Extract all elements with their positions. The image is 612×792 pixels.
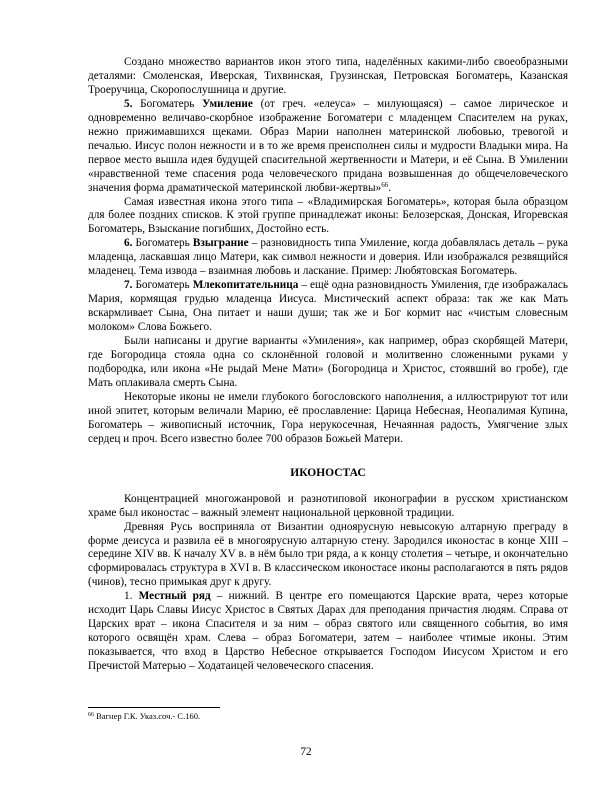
footnote-divider [88, 707, 220, 708]
paragraph-other-variants: Были написаны и другие варианты «Умиления», как например, образ скорбящей Матери, где Богородица стояла одна со склонённой головой и молитвенно сложенными руками у подбородка, или икона «Не рыдай Мене Мати» (Богородица и Христос, стоявший во гробе), где Мать оплакивала смерть Сына. [88, 335, 568, 389]
term-mlekopitatelnitsa: Млекопитательница [192, 279, 299, 292]
footnote [88, 711, 200, 722]
paragraph-variants: Создано множество вариантов икон этого типа, наделённых какими-либо своеобразными деталями: Смоленская, Иверская, Тихвинская, Грузинская, Петровская Богоматерь, Казанская Троеручица, Скоропослушница и другие. [88, 56, 568, 96]
item-number: 6. [124, 237, 133, 250]
footnote-text: Вагнер Г.К. Указ.соч.- С.160. [94, 711, 201, 721]
paragraph-vzygranie: 6. Богоматерь Взыграние – разновидность типа Умиление, когда добавлялась деталь – рука младенца, ласкавшая лицо Матери, как символ нежности и доверия. Или изображался резвящийся младенец. Тема извода – взаимная любовь и ласкание. Пример: Любятовская Богоматерь. [88, 237, 568, 278]
section-heading: ИКОНОСТАС [290, 466, 366, 479]
term-local-row: Местный ряд [138, 590, 211, 603]
paragraph-umilenie: 5. Богоматерь Умиление (от греч. «елеуса» – милующаяся) – самое лирическое и одновременно величаво-скорбное изображение Богоматери с младенцем Спасителем на руках, нежно прижимавшихся щеками. Образ Марии наполнен материнской любовью, тревогой и печалью. Иисус полон нежности и в то же время преисполнен силы и мудрости Владыки мира. На первое место вышла идея будущей спасительной жертвенности и Матери, и её Сына. В Умилении «нравственной теме спасения рода человеческого придана возвышенная до общечеловеческого значения форма драматической материнской любви-жертвы»$^{66}$. [88, 97, 568, 194]
page-number: 72 [300, 746, 312, 758]
paragraph-iconostasis-history: Древняя Русь восприняла от Византии одноярусную невысокую алтарную преграду в форме деисуса и развила её в многоярусную алтарную стену. Зародился иконостас в конце XIII – середине XIV вв. К началу XV в. в нём было три ряда, а к концу столетия – четыре, и окончательно сформировалась структура в XVI в. В классическом иконостасе иконы располагаются в пять рядов (чинов), тесно примыкая друг к другу. [88, 520, 568, 589]
item-number: 1. [124, 590, 133, 603]
item-number: 7. [124, 279, 133, 292]
item-number: 5. [124, 97, 133, 110]
paragraph-local-row: 1. Местный ряд – нижний. В центре его помещаются Царские врата, через которые исходит Царь Славы Иисус Христос в Святых Дарах для преподания причастия людям. Справа от Царских врат – икона Спасителя и за ним – образ святого или священного события, во имя которого освящён храм. Слева – образ Богоматери, затем – наиболее чтимые иконы. Этим показывается, что вход в Царство Небесное открывается Господом Иисусом Христом и его Пречистой Матерью – Ходатаицей человеческого спасения. [88, 590, 568, 673]
paragraph-iconostasis-intro: Концентрацией многожанровой и разнотиповой иконографии в русском христианском храме был иконостас – важный элемент национальной церковной традиции. [88, 492, 568, 519]
paragraph-epithets: Некоторые иконы не имели глубокого богословского наполнения, а иллюстрируют тот или иной эпитет, которым величали Марию, её прославление: Царица Небесная, Неопалимая Купина, Богоматерь – живописный источник, Гора нерукосечная, Нечаянная радость, Умягчение злых сердец и проч. Всего известно более 700 образов Божьей Матери. [88, 390, 568, 445]
term-vzygranie: Взыграние [192, 237, 249, 250]
body-text [88, 56, 568, 674]
footnote-number: 66 [88, 712, 94, 718]
footnote-ref: 66 [381, 180, 389, 189]
paragraph-vladimirskaya: Самая известная икона этого типа – «Владимирская Богоматерь», которая была образцом для более поздних списков. К этой группе принадлежат иконы: Белозерская, Донская, Игоревская Богоматерь, Взыскание погибших, Достойно есть. [88, 195, 568, 236]
term-umilenie: Умиление [202, 97, 253, 110]
paragraph-mlekopitatelnitsa: 7. Богоматерь Млекопитательница – ещё одна разновидность Умиления, где изображалась Мария, кормящая грудью младенца Иисуса. Мистический аспект образа: так же как Мать вскармливает Сына, Она питает и наши души; так же и Бог кормит нас «чистым словесным молоком» Слова Божьего. [88, 279, 568, 334]
